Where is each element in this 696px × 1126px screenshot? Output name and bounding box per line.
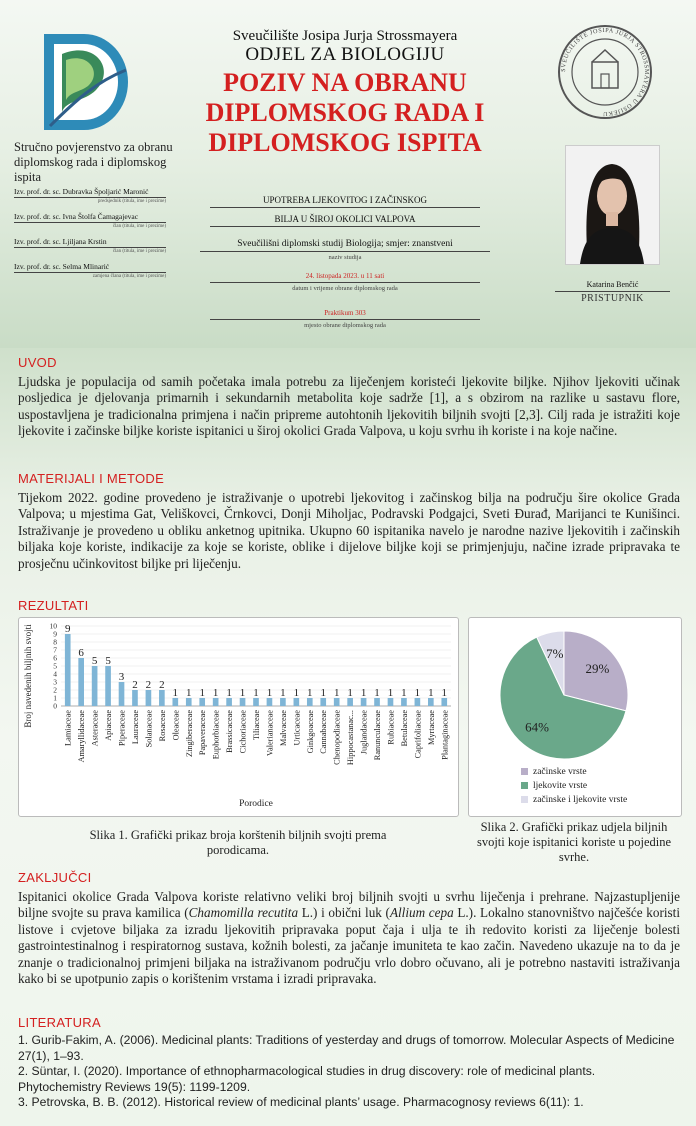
bar [307,698,313,706]
y-tick-label: 1 [53,693,57,703]
data-label: 1 [401,687,407,699]
data-label: 1 [387,687,394,699]
committee-member [14,187,166,204]
bar [199,698,205,706]
member-role: član (titula, ime i prezime) [112,249,166,254]
member-name: Izv. prof. dr. sc. Ivna Štolfa Čamagajevac [14,212,166,223]
data-label: 1 [266,687,273,699]
x-tick-label: Valerianaceae [265,710,275,757]
x-tick-label: Betulaceae [399,710,409,747]
figure-1-caption: Slika 1. Grafički prikaz broja korštenih biljnih svojti prema porodicama. [89,828,387,857]
x-tick-label: Chenopodiaceae [332,710,342,765]
bar [320,698,326,706]
data-label: 2 [145,679,152,691]
poster-title-line-1: POZIV NA OBRANU [223,68,467,97]
poster-title [172,68,518,158]
data-label: 1 [347,687,353,699]
section-heading-methods: MATERIJALI I METODE [18,471,165,486]
member-name: Izv. prof. dr. sc. Dubravka Špoljarić Maronić [14,187,166,198]
data-label: 3 [118,671,125,683]
data-label: 1 [172,687,179,699]
x-tick-label: Amaryllidaceae [77,710,87,763]
y-tick-label: 4 [53,669,57,679]
data-label: 1 [360,687,367,699]
bar [119,682,125,706]
department-logo [36,30,132,134]
reference-item: 2. Süntar, I. (2020). Importance of ethnopharmacological studies in drug discovery: role of medicinal plants. Phytochemistry Reviews 19(5): 1199-1209. [18,1064,596,1094]
bar [253,698,259,706]
data-label: 1 [186,687,192,699]
thesis-title-line-1: UPOTREBA LJEKOVITOG I ZAČINSKOG [210,195,480,208]
methods-paragraph: Tijekom 2022. godine provedeno je istraživanje o upotrebi ljekovitog i začinskog bilja na području šire okolice Grada Valpova; u mjestima Gat, Veliškovci, Črnkovci, Donji Miholjac, Podravski Podgajci, Sveti Đurađ, Marijanci te Kunišinci. Istraživanje je provedeno u obliku anketnog upitnika. Ukupno 60 ispitanika navelo je narodne nazive ljekovitih i začinskih biljaka koje koriste, indikacije za koje se koriste, oblike i dijelove biljke koji se primjenjuju, načine izrade pripravaka te prosječnu učinkovitost biljke pri liječenju. [18,490,680,571]
datetime-block [210,272,480,292]
thesis-title [210,195,480,227]
y-tick-label: 9 [53,629,57,639]
x-tick-label: Lauraceae [130,710,140,745]
x-tick-label: Juglandaceae [359,710,369,755]
data-label: 1 [212,687,219,699]
species-name-onion: Allium cepa [389,905,454,921]
x-tick-label: Urticaceae [292,710,302,746]
legend-label: ljekovite vrste [533,781,588,791]
bar [65,634,71,706]
x-tick-label: Euphorbiaceae [211,710,221,760]
bar [415,698,421,706]
section-heading-conclusions: ZAKLJUČCI [18,870,92,885]
thesis-title-line-2: BILJA U ŠIROJ OKOLICI VALPOVA [210,214,480,227]
bar [172,698,178,706]
bar [374,698,380,706]
section-heading-uvod: UVOD [18,355,57,370]
data-label: 2 [132,679,138,691]
y-tick-label: 0 [53,701,57,711]
x-tick-label: Lamiaceae [63,710,73,746]
member-role: zamjena člana (titula, ime i prezime) [92,274,166,279]
x-tick-label: Asteraceae [90,710,100,747]
bar [388,698,394,706]
committee-title: Stručno povjerenstvo za obranu diplomskog rada i diplomskog ispita [14,140,173,184]
bar-chart-box [18,617,459,817]
data-label: 1 [374,687,380,699]
x-axis-label: Porodice [239,799,273,809]
bar [226,698,232,706]
x-tick-label: Malvaceae [278,710,288,746]
x-tick-label: Papaveraceae [198,710,208,756]
x-tick-label: Brassicaceae [225,710,235,753]
x-tick-label: Myrtaceae [426,710,436,746]
data-label: 2 [159,679,165,691]
poster-title-line-3: DIPLOMSKOG ISPITA [208,128,482,157]
bar [428,698,434,706]
x-tick-label: Piperaceae [117,710,127,746]
pie-data-label: 64% [525,719,549,735]
svg-text:SVEUČILIŠTE JOSIPA JURJA STROS [560,27,650,117]
data-label: 1 [280,687,286,699]
university-seal [557,24,653,120]
y-tick-label: 6 [53,653,57,663]
x-tick-label: Caprifoliaceae [413,710,423,759]
datetime-label: datum i vrijeme obrane diplomskog rada [292,285,398,292]
conclusions-text-2: L.) i obični luk ( [298,905,390,921]
defense-datetime: 24. listopada 2023. u 11 sati [210,272,480,283]
x-tick-label: Tiliaceae [252,710,261,741]
x-tick-label: Rubiaceae [386,710,396,745]
x-tick-label: Ranunculaceae [373,710,383,761]
bar [401,698,407,706]
conclusions-text-1: Ispitanici okolice Grada Valpova koriste relativno veliki broj biljnih svojti u svrhu liječenja i prehrane. Najzastupljenije biljne svojte su prava kamilica ( [18,889,680,921]
figure-2-caption: Slika 2. Grafički prikaz udjela biljnih svojti koje ispitanici koriste u pojedine svrhe. [476,820,672,864]
data-label: 5 [105,655,111,667]
data-label: 5 [91,655,98,667]
species-name-chamomile: Chamomilla recutita [188,905,299,921]
x-tick-label: Cannabaceae [319,710,329,754]
data-label: 1 [199,687,205,699]
x-tick-label: Zingiberaceae [184,710,194,757]
x-tick-label: Plantaginaceae [440,710,450,760]
bar [78,658,84,706]
x-tick-label: Ginkgoaceae [305,710,315,754]
department-name: ODJEL ZA BIOLOGIJU [245,44,445,65]
place-block [210,309,480,329]
y-tick-label: 3 [53,677,57,687]
y-tick-label: 8 [53,637,57,647]
x-tick-label: Apiaceae [104,710,114,741]
intro-paragraph: Ljudska je populacija od samih početaka imala potrebu za liječenjem koristeći ljekovite biljke. Njihov ljekoviti učinak posljedica je djelovanja primarnih i sekundarnih metabolita koje sadrže [1], a s obzirom na razlike u sastavu flore, uspostavljena je tradicionalna primjena i način pripreme autohtonih ljekovitih biljnih svojti [2,3]. Cilj rada je istražiti koje ljekovite i začinske biljke koriste ispitanici u široj okolici Grada Valpova, u koju svrhu ih koriste i na koje načine. [18,374,680,439]
committee-member [14,237,166,254]
data-label: 6 [78,647,84,659]
data-label: 1 [253,687,259,699]
x-tick-label: Solanaceae [144,710,154,748]
legend-swatch [521,796,528,803]
section-heading-results: REZULTATI [18,598,89,613]
reference-item: 3. Petrovska, B. B. (2012). Historical review of medicinal plants’ usage. Pharmacognosy reviews 6(11): 1. [18,1095,584,1110]
data-label: 1 [293,687,300,699]
y-axis-label: Broj navedenih biljnih svojti [23,624,33,728]
bar [159,690,165,706]
conclusions-text-3: L.). Lokalno stanovništvo najčešće koristi listove i cvjetove biljaka za izradu ljekovitih pripravaka poput čaja i ulja te ih redovito koristi za liječenje bolesti gastrointestinalnog i respiratornog sustava, kožnih bolesti, za jačanje imuniteta te kao začin. Navedeno ukazuje na to da je znanje o tradicionalnoj primjeni biljaka na istraživanom području vrlo dobro očuvano, ali je potrebno nastaviti istraživanja kako bi se upotpunio zapis o korištenim vrstama i izradi pripravaka. [18,905,680,987]
y-tick-label: 7 [53,645,57,655]
study-name: Sveučilišni diplomski studij Biologija; smjer: znanstveni [200,239,490,252]
legend-label: začinske i ljekovite vrste [533,795,628,805]
x-tick-label: Oleaceae [171,710,181,741]
data-label: 1 [320,687,326,699]
member-role: predsjednik (titula, ime i prezime) [97,199,166,204]
bar [280,698,286,706]
defense-place: Praktikum 303 [210,309,480,320]
poster-title-line-2: DIPLOMSKOG RADA I [205,98,485,127]
study-block [200,239,490,261]
x-tick-label: Hippocastanac... [346,710,356,766]
reference-item: 1. Gurib-Fakim, A. (2006). Medicinal plants: Traditions of yesterday and drugs of tomorrow. Molecular Aspects of Medicine 27(1), 1–93. [18,1033,675,1063]
university-name: Sveučilište Josipa Jurja Strossmayera [232,28,458,44]
bar [92,666,98,706]
seal-text: SVEUČILIŠTE JOSIPA JURJA STROSSMAYERA U OSIJEKU [559,26,651,118]
study-label: naziv studija [328,254,362,261]
conclusions-paragraph [18,889,680,987]
member-role: član (titula, ime i prezime) [112,224,166,229]
bar [146,690,152,706]
bar [334,698,340,706]
data-label: 1 [441,687,448,699]
bar [361,698,367,706]
section-heading-literature: LITERATURA [18,1015,101,1030]
pie-data-label: 29% [585,661,610,677]
candidate-role: PRISTUPNIK [581,293,644,304]
bar [347,698,353,706]
pie-data-label: 7% [546,645,564,661]
y-tick-label: 2 [53,685,57,695]
bar [240,698,246,706]
bar [267,698,273,706]
data-label: 1 [333,687,340,699]
candidate-photo [565,145,660,265]
x-tick-label: Cichoriaceae [238,710,248,754]
legend-label: začinske vrste [533,767,587,777]
bar [186,698,192,706]
data-label: 1 [239,687,246,699]
data-label: 9 [64,623,71,635]
data-label: 1 [414,687,421,699]
bar [105,666,111,706]
bar-chart [19,618,458,816]
data-label: 1 [307,687,313,699]
committee-member [14,262,166,279]
references-list [18,1033,680,1111]
candidate-name: Katarina Benčić [555,280,670,292]
data-label: 1 [226,687,232,699]
data-label: 1 [428,687,434,699]
member-name: Izv. prof. dr. sc. Ljiljana Krstin [14,237,166,248]
bar [441,698,447,706]
y-tick-label: 5 [53,661,57,671]
bar [213,698,219,706]
x-tick-label: Rosaceae [157,710,167,742]
legend-swatch [521,782,528,789]
committee-member [14,212,166,229]
y-tick-label: 10 [49,621,57,631]
pie-chart [469,618,681,816]
legend-swatch [521,768,528,775]
bar [132,690,138,706]
member-name: Izv. prof. dr. sc. Selma Mlinarić [14,262,166,273]
bar [294,698,300,706]
pie-chart-box [468,617,682,817]
place-label: mjesto obrane diplomskog rada [304,322,386,329]
